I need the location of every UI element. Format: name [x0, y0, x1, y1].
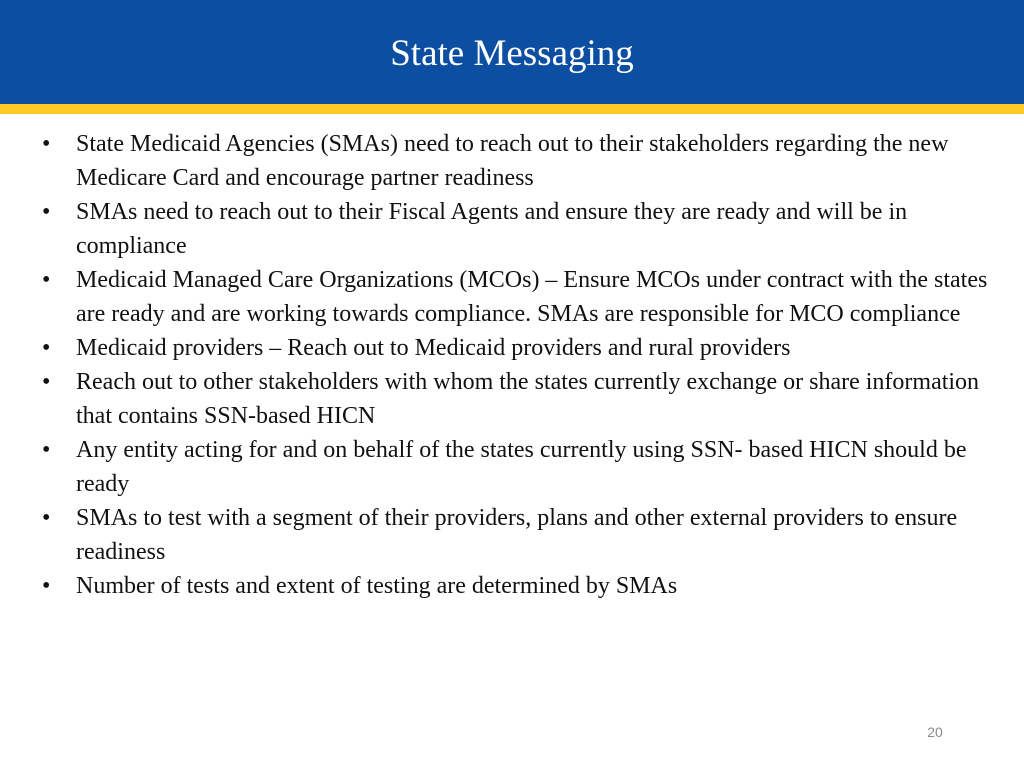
bullet-dot-icon: • [42, 437, 51, 463]
bullet-dot-icon: • [42, 199, 51, 225]
bullet-text: SMAs to test with a segment of their providers, plans and other external providers to ensure readiness [76, 505, 958, 565]
bullet-text: SMAs need to reach out to their Fiscal Agents and ensure they are ready and will be in compliance [76, 199, 908, 259]
bullet-dot-icon: • [42, 131, 51, 157]
title-banner [0, 0, 1024, 104]
bullet-text: Number of tests and extent of testing are determined by SMAs [76, 573, 678, 599]
bullet-text: Reach out to other stakeholders with whom the states currently exchange or share information that contains SSN-based HICN [76, 369, 980, 429]
bullet-item [40, 365, 1000, 433]
bullet-item [40, 501, 1000, 569]
bullet-text: Medicaid Managed Care Organizations (MCOs) – Ensure MCOs under contract with the states are ready and are working towards compliance. SMAs are responsible for MCO compliance [76, 267, 988, 327]
slide-title: State Messaging [390, 33, 634, 74]
bullet-text: Medicaid providers – Reach out to Medicaid providers and rural providers [76, 335, 791, 361]
bullet-item [40, 433, 1000, 501]
accent-stripe [0, 104, 1024, 114]
bullet-item [40, 263, 1000, 331]
bullet-list [40, 127, 1000, 603]
bullet-item [40, 569, 1000, 603]
bullet-text: Any entity acting for and on behalf of the states currently using SSN- based HICN should be ready [76, 437, 967, 497]
bullet-dot-icon: • [42, 267, 51, 293]
bullet-item [40, 331, 1000, 365]
page-number: 20 [927, 724, 943, 740]
bullet-dot-icon: • [42, 335, 51, 361]
bullet-item [40, 195, 1000, 263]
bullet-item [40, 127, 1000, 195]
bullet-dot-icon: • [42, 369, 51, 395]
bullet-dot-icon: • [42, 505, 51, 531]
bullet-dot-icon: • [42, 573, 51, 599]
bullet-text: State Medicaid Agencies (SMAs) need to reach out to their stakeholders regarding the new Medicare Card and encourage partner readiness [76, 131, 949, 191]
